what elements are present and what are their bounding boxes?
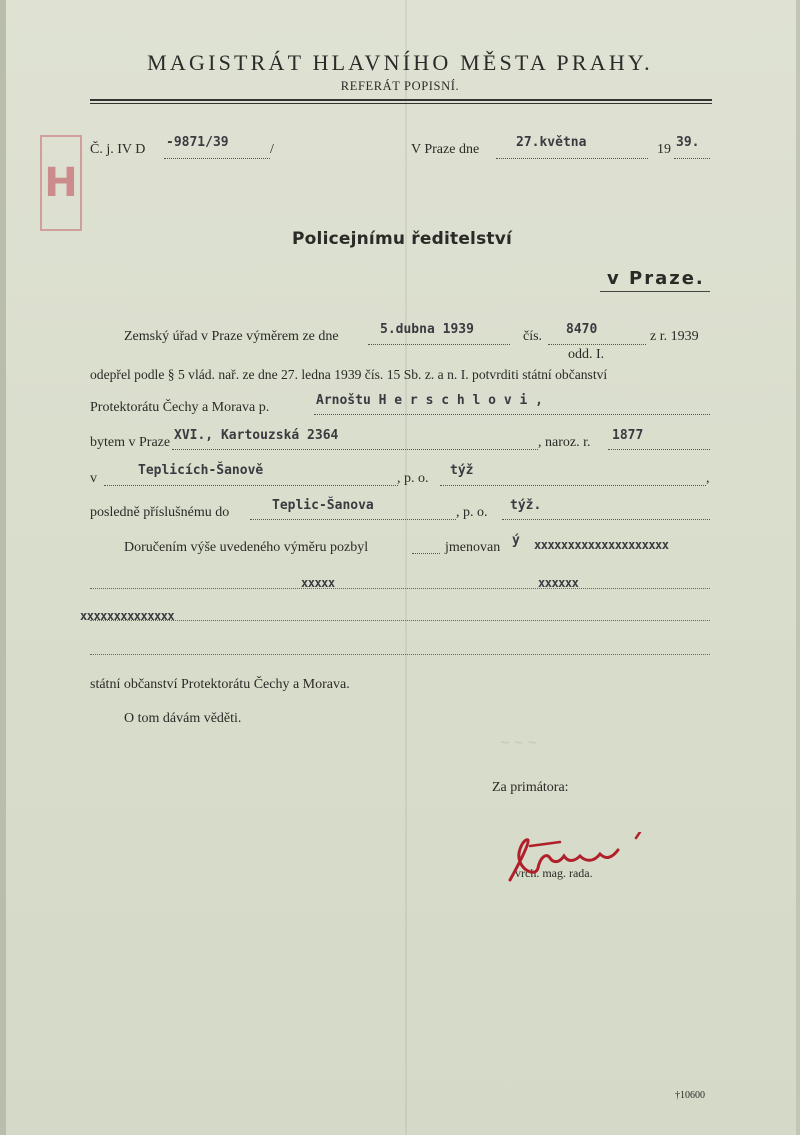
body-line3-text: Protektorátu Čechy a Morava p. <box>90 400 270 415</box>
body-birth-place: Teplicích-Šanově <box>138 463 264 478</box>
domicile-dotline <box>250 519 456 520</box>
body-person-name: Arnoštu H e r s c h l o v i , <box>316 393 543 408</box>
paper-edge-right <box>796 0 800 1135</box>
body-decision-number: 8470 <box>566 322 598 337</box>
body-line7-typed: ý <box>512 533 520 548</box>
struck-text-2: xxxxx <box>301 576 335 590</box>
body-born-label: , naroz. r. <box>538 435 591 450</box>
year-prefix: 19 <box>657 142 671 157</box>
birth-year-dotline <box>608 449 710 450</box>
body-decision-date: 5.dubna 1939 <box>380 322 474 337</box>
body-domicile: Teplic-Šanova <box>272 498 374 513</box>
date-dotline <box>496 158 648 159</box>
body-decision-year: z r. 1939 <box>650 329 699 344</box>
closing-title: vrch. mag. rada. <box>515 866 593 880</box>
date-value: 27.května <box>516 135 587 150</box>
struck-text-3: xxxxxx <box>538 576 579 590</box>
person-name-dotline <box>314 414 710 415</box>
decision-date-dotline <box>368 344 510 345</box>
body-line4-text: bytem v Praze <box>90 435 171 450</box>
body-po-value-2: týž. <box>510 498 542 513</box>
ref-dotline <box>164 158 270 159</box>
ref-label: Č. j. IV D <box>90 142 146 157</box>
form-number: †10600 <box>675 1090 705 1101</box>
closing-for-mayor: Za primátora: <box>492 780 569 795</box>
body-address: XVI., Kartouzská 2364 <box>174 428 339 443</box>
body-line2-text: odepřel podle § 5 vlád. nař. ze dne 27. ledna 1939 čís. 15 Sb. z. a n. I. potvrditi státní občanství <box>90 367 608 382</box>
body-birth-year: 1877 <box>612 428 644 443</box>
body-po-label: , p. o. <box>397 471 429 486</box>
body-po-value: týž <box>450 463 474 478</box>
bleed-through-ink: ~ ~ ~ <box>500 735 537 752</box>
header-rule-thin <box>90 103 712 104</box>
document-subtitle: REFERÁT POPISNÍ. <box>340 79 460 93</box>
blank-line-1 <box>90 588 710 589</box>
decision-number-dotline <box>548 344 646 345</box>
addressee-underline <box>600 291 710 292</box>
body-line5-v: v <box>90 471 97 486</box>
signature-image <box>490 832 650 892</box>
blank-line-3 <box>90 654 710 655</box>
struck-text-4: xxxxxxxxxxxxxx <box>80 609 175 623</box>
addressee-line1: Policejnímu ředitelství <box>292 229 513 249</box>
red-stamp: H <box>40 135 82 231</box>
addressee-line2: v Praze. <box>607 268 705 289</box>
body-po-label-2: , p. o. <box>456 505 488 520</box>
po-dotline <box>440 485 706 486</box>
body-line7-text: Doručením výše uvedeného výměru pozbyl <box>124 540 369 555</box>
paper-edge-left <box>0 0 6 1135</box>
body-department: odd. I. <box>568 347 605 362</box>
paper-fold <box>405 0 407 1135</box>
birth-place-dotline <box>104 485 398 486</box>
body-notice-text: O tom dávám věděti. <box>124 711 242 726</box>
body-line6-text: posledně příslušnému do <box>90 505 230 520</box>
body-line7-named: jmenovan <box>445 540 501 555</box>
year-value: 39. <box>676 135 700 150</box>
address-dotline <box>172 449 538 450</box>
body-line1-text: Zemský úřad v Praze výměrem ze dne <box>124 329 339 344</box>
ref-number: -9871/39 <box>166 135 229 150</box>
struck-text-1: xxxxxxxxxxxxxxxxxxxx <box>534 538 669 552</box>
year-dotline <box>674 158 710 159</box>
body-citizenship-text: státní občanství Protektorátu Čechy a Morava. <box>90 677 350 692</box>
place-date-label: V Praze dne <box>411 142 480 157</box>
header-rule <box>90 99 712 101</box>
line7-dotline <box>412 553 440 554</box>
blank-line-2 <box>90 620 710 621</box>
document-title: MAGISTRÁT HLAVNÍHO MĚSTA PRAHY. <box>147 50 653 75</box>
body-cis-label: čís. <box>523 329 543 344</box>
po-dotline-2 <box>502 519 710 520</box>
ref-trail: / <box>270 142 274 157</box>
body-line5-end: , <box>706 471 710 486</box>
